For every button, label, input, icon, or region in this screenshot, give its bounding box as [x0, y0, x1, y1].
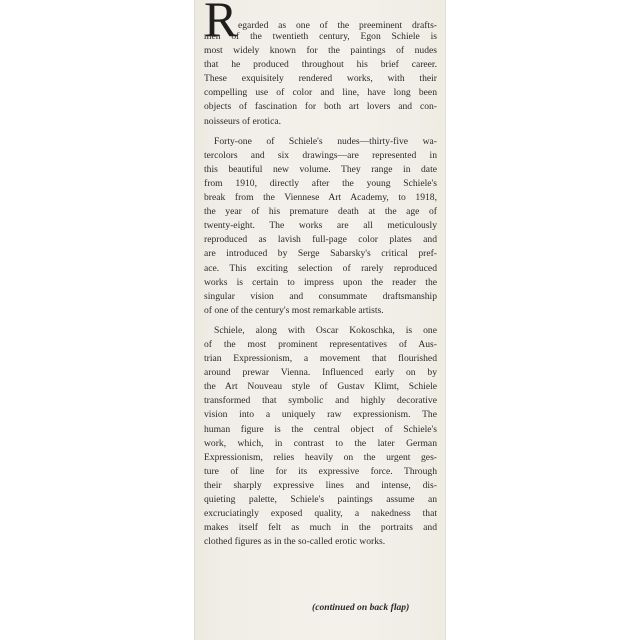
paragraph-3-line: excruciatingly exposed quality, a nakedness that [204, 508, 437, 520]
paragraph-1-line: that he produced throughout his brief career. [204, 59, 437, 71]
paragraph-3-line: ture of line for its expressive force. Through [204, 465, 437, 477]
paragraph-2-line: works is certain to impress upon the reader the [204, 276, 437, 288]
paragraph-3-line: quieting palette, Schiele's paintings assume an [204, 494, 437, 505]
paragraph-3-line: transformed that symbolic and highly decorative [204, 395, 437, 407]
continued-note: (continued on back flap) [312, 602, 410, 613]
paragraph-2-line: tercolors and six drawings—are represented in [204, 149, 437, 161]
paragraph-2-line: break from the Viennese Art Academy, to 1918, [204, 192, 437, 204]
paragraph-3-line: Schiele, along with Oscar Kokoschka, is one [214, 324, 437, 336]
paragraph-3-line: around prewar Vienna. Influenced early on by [204, 367, 437, 379]
paragraph-2-line: singular vision and consummate draftsmanship [204, 290, 437, 302]
paragraph-3-line: makes itself felt as much in the portraits and [204, 522, 437, 534]
paragraph-1-line: egarded as one of the preeminent drafts- [238, 20, 437, 31]
paragraph-3-line: their sharply expressive lines and intense, dis- [204, 479, 437, 491]
paragraph-2-line: ace. This exciting selection of rarely reproduced [204, 262, 437, 274]
paragraph-3-line: vision into a uniquely raw expressionism. The [204, 409, 437, 421]
paragraph-1-line: These exquisitely rendered works, with their [204, 73, 437, 85]
paragraph-3-line: work, which, in contrast to the later German [204, 437, 437, 449]
paragraph-3-line: clothed figures as in the so-called erotic works. [204, 536, 386, 548]
paragraph-2-line: the year of his premature death at the age of [204, 206, 437, 218]
paragraph-2-line: of one of the century's most remarkable artists. [204, 304, 384, 316]
paragraph-2 [204, 135, 437, 318]
paragraph-1-line: compelling use of color and line, have long been [204, 87, 437, 99]
paragraph-2-line: from 1910, directly after the young Schiele's [204, 177, 437, 189]
paragraph-3 [204, 324, 437, 550]
paragraph-1 [204, 30, 437, 129]
paragraph-1-line: most widely known for the paintings of nudes [204, 45, 437, 57]
paragraph-1-line: noisseurs of erotica. [204, 115, 281, 127]
paragraph-3-line: the Art Nouveau style of Gustav Klimt, Schiele [204, 381, 437, 393]
paragraph-3-line: Expressionism, relies heavily on the urgent ges- [204, 451, 437, 463]
paragraph-2-line: twenty-eight. The works are all meticulously [204, 220, 437, 232]
paragraph-1-line: objects of fascination for both art lovers and con- [204, 101, 437, 113]
flap-text [204, 0, 437, 549]
paragraph-1-line: men of the twentieth century, Egon Schiele is [204, 31, 437, 42]
paragraph-3-line: of the most prominent representatives of Aus- [204, 338, 437, 350]
paragraph-3-line: trian Expressionism, a movement that flourished [204, 353, 437, 365]
drop-cap: R [204, 0, 238, 47]
paragraph-2-line: Forty-one of Schiele's nudes—thirty-five wa- [214, 135, 437, 147]
paragraph-2-line: are introduced by Serge Sabarsky's critical pref- [204, 248, 437, 260]
paragraph-2-line: this beautiful new volume. They range in date [204, 163, 437, 175]
paragraph-2-line: reproduced as lavish full-page color plates and [204, 234, 437, 246]
paragraph-3-line: human figure is the central object of Schiele's [204, 423, 437, 435]
